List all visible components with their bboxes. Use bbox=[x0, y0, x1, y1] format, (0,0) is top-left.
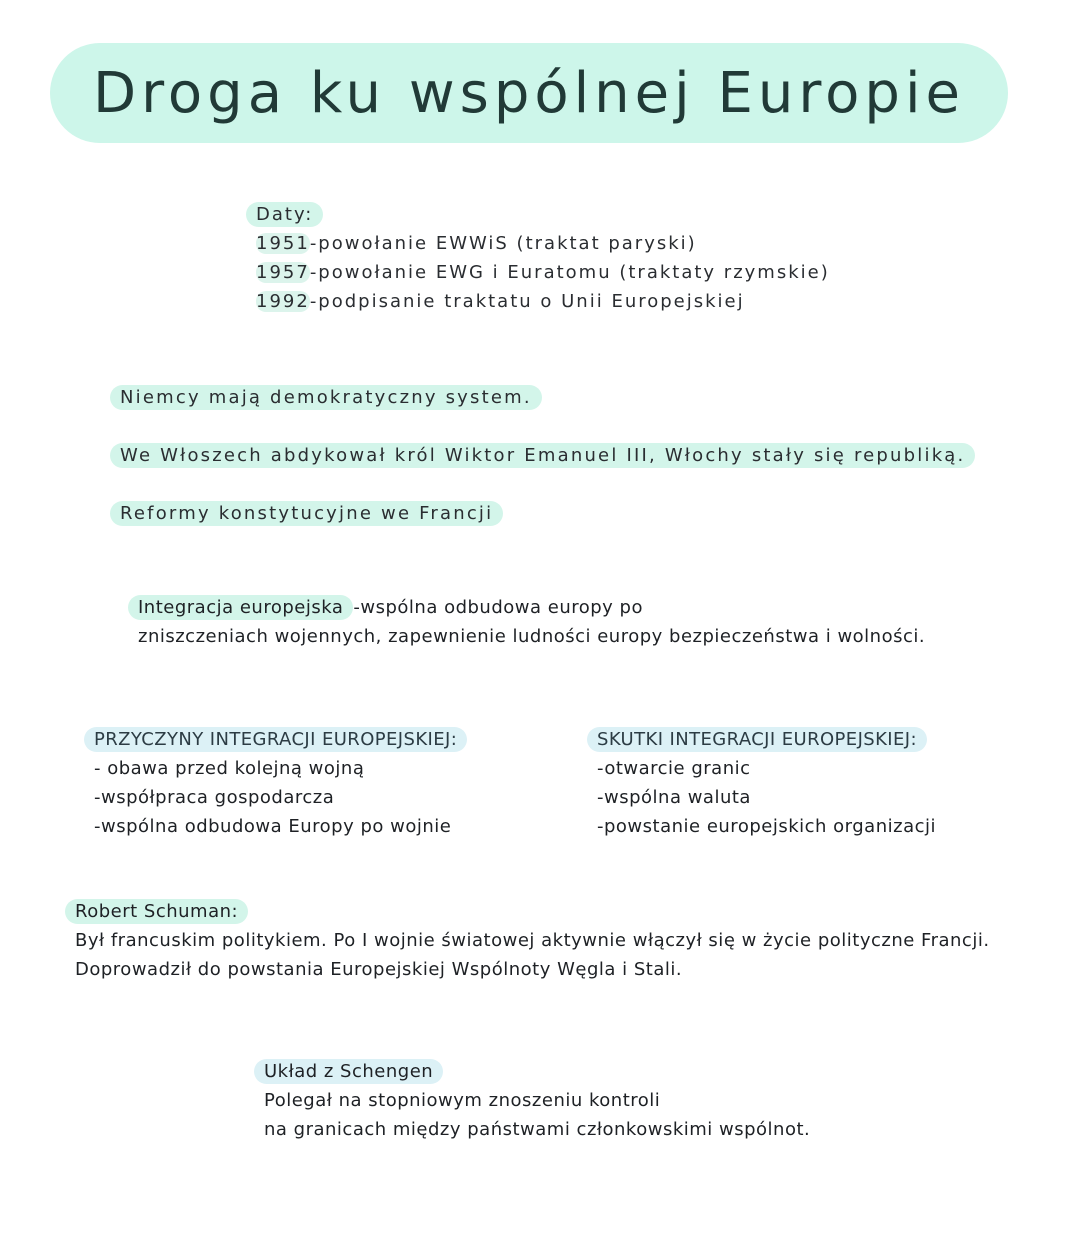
integration-definition-text: -wspólna odbudowa europy po bbox=[353, 597, 643, 618]
dates-section bbox=[256, 200, 830, 316]
date-year: 1951 bbox=[256, 233, 310, 254]
schuman-text: Był francuskim politykiem. Po I wojnie światowej aktywnie włączył się w życie polityczne Francji. bbox=[75, 930, 990, 951]
date-text: -powołanie EWWiS (traktat paryski) bbox=[309, 233, 697, 254]
cause-item: -wspólna odbudowa Europy po wojnie bbox=[94, 816, 452, 837]
integration-definition bbox=[138, 593, 925, 651]
cause-item: - obawa przed kolejną wojną bbox=[94, 758, 365, 779]
date-item bbox=[256, 229, 830, 258]
date-item bbox=[256, 258, 830, 287]
fact-text: Niemcy mają demokratyczny system. bbox=[110, 385, 542, 410]
fact-line bbox=[120, 383, 542, 412]
schengen-text: na granicach między państwami członkowskimi wspólnot. bbox=[264, 1119, 811, 1140]
effect-item: -wspólna waluta bbox=[597, 787, 751, 808]
integration-definition-continued: zniszczeniach wojennych, zapewnienie ludności europy bezpieczeństwa i wolności. bbox=[138, 626, 926, 647]
integration-term: Integracja europejska bbox=[128, 595, 353, 620]
fact-text: We Włoszech abdykował król Wiktor Emanuel III, Włochy stały się republiką. bbox=[110, 443, 975, 468]
schengen-label: Układ z Schengen bbox=[254, 1059, 443, 1084]
title-banner bbox=[50, 43, 1008, 143]
effects-section bbox=[597, 725, 936, 841]
fact-line bbox=[120, 499, 503, 528]
date-text: -powołanie EWG i Euratomu (traktaty rzymskie) bbox=[309, 262, 830, 283]
schengen-section bbox=[264, 1057, 810, 1144]
date-year: 1992 bbox=[256, 291, 310, 312]
date-item bbox=[256, 287, 830, 316]
date-text: -podpisanie traktatu o Unii Europejskiej bbox=[309, 291, 745, 312]
fact-line bbox=[120, 441, 975, 470]
date-year: 1957 bbox=[256, 262, 310, 283]
schuman-label: Robert Schuman: bbox=[65, 899, 248, 924]
effects-heading: SKUTKI INTEGRACJI EUROPEJSKIEJ: bbox=[587, 727, 927, 752]
dates-label: Daty: bbox=[246, 202, 323, 227]
schengen-text: Polegał na stopniowym znoszeniu kontroli bbox=[264, 1090, 661, 1111]
schuman-text: Doprowadził do powstania Europejskiej Wspólnoty Węgla i Stali. bbox=[75, 959, 683, 980]
effect-item: -powstanie europejskich organizacji bbox=[597, 816, 936, 837]
fact-text: Reformy konstytucyjne we Francji bbox=[110, 501, 503, 526]
effect-item: -otwarcie granic bbox=[597, 758, 751, 779]
page-title: Droga ku wspólnej Europie bbox=[93, 60, 965, 126]
causes-section bbox=[94, 725, 467, 841]
causes-heading: PRZYCZYNY INTEGRACJI EUROPEJSKIEJ: bbox=[84, 727, 467, 752]
schuman-section bbox=[75, 897, 990, 984]
cause-item: -współpraca gospodarcza bbox=[94, 787, 335, 808]
